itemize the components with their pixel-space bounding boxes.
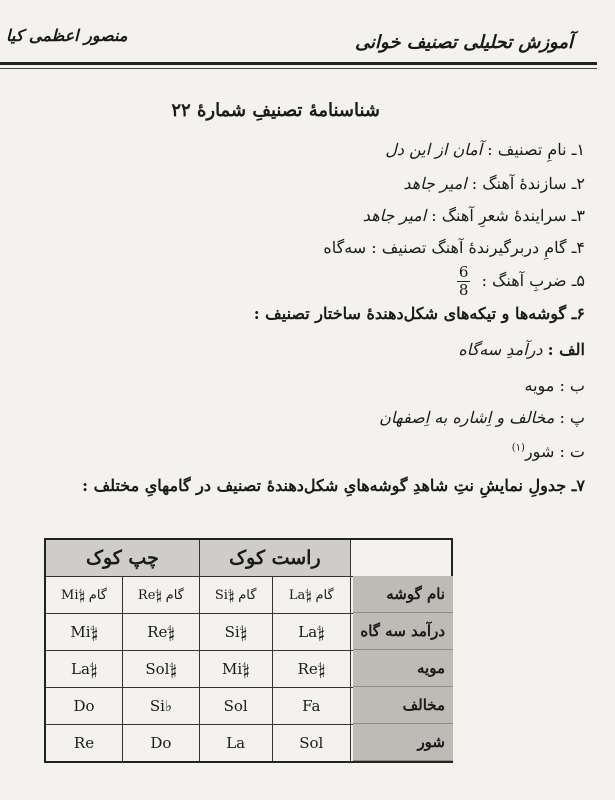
item-label: ۳ـ سرایندهٔ شعرِ آهنگ : xyxy=(431,206,585,225)
group-header-right: راست کوک xyxy=(199,539,350,577)
column-header: گام Si𝄲 xyxy=(199,577,272,614)
item-label: ۴ـ گامِ دربرگیرندهٔ آهنگ تصنیف : xyxy=(371,238,585,257)
item-mode xyxy=(323,238,585,257)
table-cell: Re𝄲 xyxy=(272,651,350,688)
item-song-name xyxy=(385,140,585,159)
meter-numerator: 6 xyxy=(458,263,469,281)
item-value: شور xyxy=(524,442,555,461)
item-value: مخالف و اِشاره به اِصفهان xyxy=(379,408,555,427)
table-cell: La𝄲 xyxy=(272,614,350,651)
column-header: گام Re𝄲 xyxy=(123,577,200,614)
item-alef xyxy=(458,340,585,359)
item-value: امیر جاهد xyxy=(362,206,427,225)
column-header: گام La𝄲 xyxy=(272,577,350,614)
table-cell: La𝄲 xyxy=(45,651,123,688)
table-cell: Re𝄲 xyxy=(123,614,200,651)
item-value: آمان از این دل xyxy=(385,140,483,159)
header-rule xyxy=(0,62,597,65)
table-cell: Fa xyxy=(272,688,350,725)
page-header xyxy=(0,18,615,68)
item-label: ت : xyxy=(559,442,585,461)
row-label: نام گوشه xyxy=(353,576,453,613)
item-composer xyxy=(403,174,585,193)
item-table-intro: ۷ـ جدولِ نمایشِ نتِ شاهدِ گوشه‌هایِ شکل‌دهندهٔ تصنیف در گامهایِ مختلف : xyxy=(82,476,585,495)
footnote-marker: (۱) xyxy=(511,442,525,454)
meter-fraction xyxy=(457,264,471,299)
group-header-left: چپ کوک xyxy=(45,539,199,577)
item-label: ۲ـ سازندهٔ آهنگ : xyxy=(471,174,585,193)
table-cell: Si𝄲 xyxy=(199,614,272,651)
row-label: مخالف xyxy=(353,687,453,724)
item-gushehs: ۶ـ گوشه‌ها و تیکه‌های شکل‌دهندهٔ ساختار تصنیف : xyxy=(253,304,585,323)
table-cell: Re xyxy=(45,725,123,763)
item-poet xyxy=(363,206,585,225)
book-title: آموزش تحلیلی تصنیف خوانی xyxy=(355,32,573,53)
table-cell: Sol xyxy=(199,688,272,725)
item-label: پ : xyxy=(559,408,585,427)
item-label: ۱ـ نامِ تصنیف : xyxy=(487,140,585,159)
author-name: منصور اعظمی کیا xyxy=(6,26,128,45)
table-cell: Do xyxy=(123,725,200,763)
table-cell: La xyxy=(199,725,272,763)
page-title: شناسنامهٔ تصنیفِ شمارهٔ ۲۲ xyxy=(171,100,380,121)
table-cell: Mi𝄲 xyxy=(199,651,272,688)
table-cell: Do xyxy=(45,688,123,725)
item-be xyxy=(524,376,585,395)
item-value: سه‌گاه xyxy=(323,238,367,257)
item-value: امیر جاهد xyxy=(403,174,467,193)
row-label: مویه xyxy=(353,650,453,687)
meter-denominator: 8 xyxy=(458,281,469,299)
table-cell: Mi𝄲 xyxy=(45,614,123,651)
item-label: الف : xyxy=(547,340,585,359)
row-label: درآمد سه گاه xyxy=(353,613,453,650)
item-value: مویه xyxy=(524,376,555,395)
table-cell: Sol xyxy=(272,725,350,763)
item-te xyxy=(512,442,585,461)
item-value: درآمدِ سه‌گاه xyxy=(458,340,543,359)
header-rule-thin xyxy=(0,68,597,69)
item-meter xyxy=(457,264,585,299)
item-label: ۵ـ ضربِ آهنگ : xyxy=(481,271,585,290)
item-pe xyxy=(379,408,585,427)
item-label: ب : xyxy=(559,376,585,395)
table-cell: Si♭ xyxy=(123,688,200,725)
table-cell: Sol𝄲 xyxy=(123,651,200,688)
column-header: گام Mi𝄲 xyxy=(45,577,123,614)
row-label: شور xyxy=(353,724,453,761)
